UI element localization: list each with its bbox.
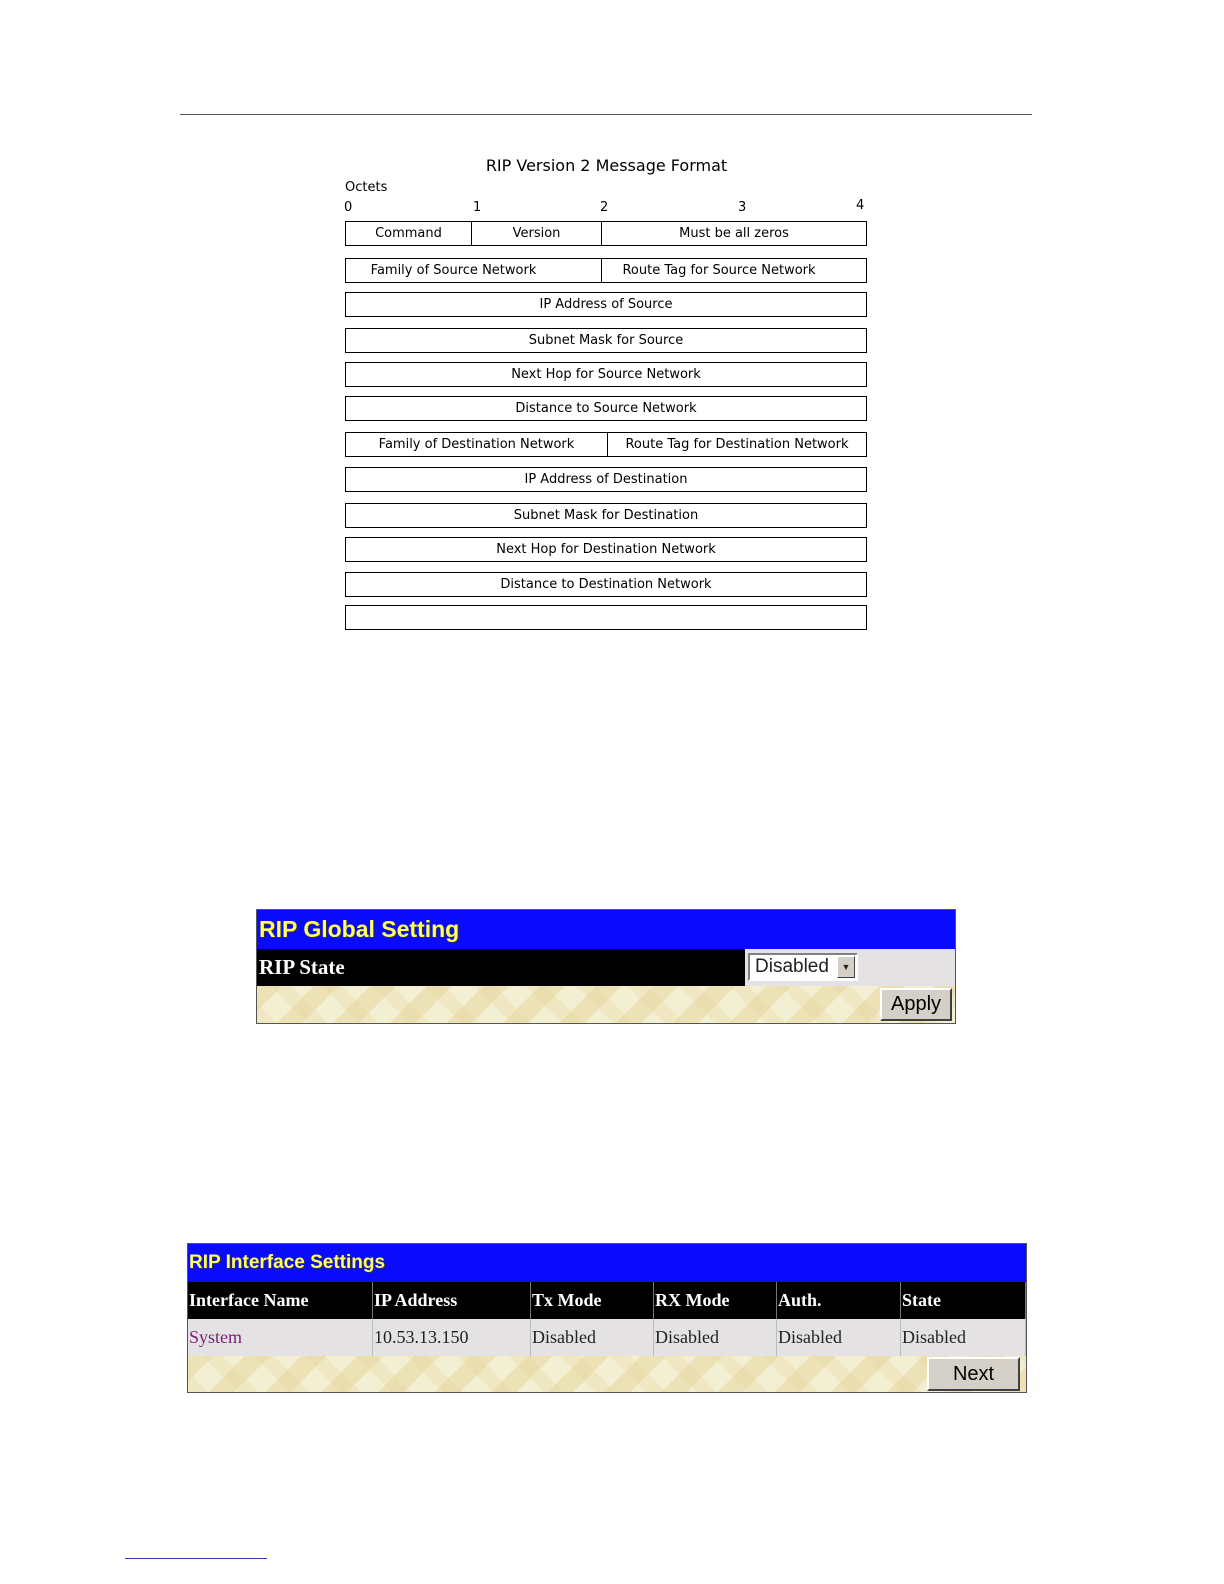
tx-mode-cell: Disabled <box>531 1319 654 1356</box>
field-subnet-destination: Subnet Mask for Destination <box>513 508 699 523</box>
field-distance-source: Distance to Source Network <box>515 401 697 416</box>
column-header: State <box>901 1282 1026 1319</box>
diagram-title: RIP Version 2 Message Format <box>485 156 728 175</box>
rip-state-cell <box>745 949 955 986</box>
field-version: Version <box>472 222 602 245</box>
column-header: Tx Mode <box>531 1282 654 1319</box>
field-next-hop-source: Next Hop for Source Network <box>511 367 701 382</box>
apply-button[interactable]: Apply <box>880 988 952 1021</box>
field-command: Command <box>346 222 472 245</box>
next-button[interactable]: Next <box>927 1357 1020 1391</box>
field-row <box>345 258 867 283</box>
octet-tick: 0 <box>344 200 353 215</box>
footnote-rule <box>125 1558 267 1559</box>
field-row <box>345 432 867 457</box>
field-row <box>345 572 867 597</box>
rip-state-value: Disabled <box>755 956 829 977</box>
rip-state-label: RIP State <box>257 949 745 986</box>
field-row-empty <box>345 605 867 630</box>
field-route-tag-destination: Route Tag for Destination Network <box>625 437 849 452</box>
field-row <box>345 503 867 528</box>
field-row <box>345 328 867 353</box>
field-family-destination: Family of Destination Network <box>346 433 608 456</box>
column-header: RX Mode <box>654 1282 777 1319</box>
rip-interface-settings-panel <box>187 1243 1027 1393</box>
field-row <box>345 221 867 246</box>
rip-state-select[interactable] <box>748 953 858 981</box>
octets-label: Octets <box>345 180 388 195</box>
octet-tick: 2 <box>600 200 609 215</box>
field-ip-source: IP Address of Source <box>539 297 673 312</box>
apply-row <box>257 986 955 1023</box>
octet-tick: 4 <box>856 198 865 213</box>
rx-mode-cell: Disabled <box>654 1319 777 1356</box>
chevron-down-icon[interactable]: ▼ <box>837 956 855 978</box>
ip-address-cell: 10.53.13.150 <box>373 1319 531 1356</box>
field-distance-destination: Distance to Destination Network <box>500 577 712 592</box>
field-row <box>345 537 867 562</box>
table-row <box>188 1319 1026 1356</box>
field-subnet-source: Subnet Mask for Source <box>528 333 684 348</box>
column-header: Auth. <box>777 1282 901 1319</box>
table-header <box>188 1282 1026 1319</box>
next-row <box>188 1356 1026 1392</box>
field-row <box>345 396 867 421</box>
rip-v2-message-format-diagram <box>0 0 1224 700</box>
field-next-hop-destination: Next Hop for Destination Network <box>496 542 716 557</box>
auth-cell: Disabled <box>777 1319 901 1356</box>
column-header: IP Address <box>373 1282 531 1319</box>
field-row <box>345 467 867 492</box>
rip-state-row <box>257 949 955 986</box>
panel-title: RIP Global Setting <box>257 910 955 949</box>
column-header: Interface Name <box>188 1282 373 1319</box>
field-family-source: Family of Source Network <box>346 259 602 282</box>
field-row <box>345 292 867 317</box>
octet-tick: 1 <box>473 200 482 215</box>
field-empty <box>346 606 866 629</box>
interface-name-link[interactable]: System <box>188 1319 373 1356</box>
octet-tick: 3 <box>738 200 747 215</box>
field-route-tag-source: Route Tag for Source Network <box>622 263 816 278</box>
state-cell: Disabled <box>901 1319 1026 1356</box>
field-ip-destination: IP Address of Destination <box>524 472 688 487</box>
rip-global-setting-panel <box>256 909 956 1024</box>
field-row <box>345 362 867 387</box>
field-must-be-zeros: Must be all zeros <box>679 226 789 241</box>
panel-title: RIP Interface Settings <box>188 1244 1026 1282</box>
